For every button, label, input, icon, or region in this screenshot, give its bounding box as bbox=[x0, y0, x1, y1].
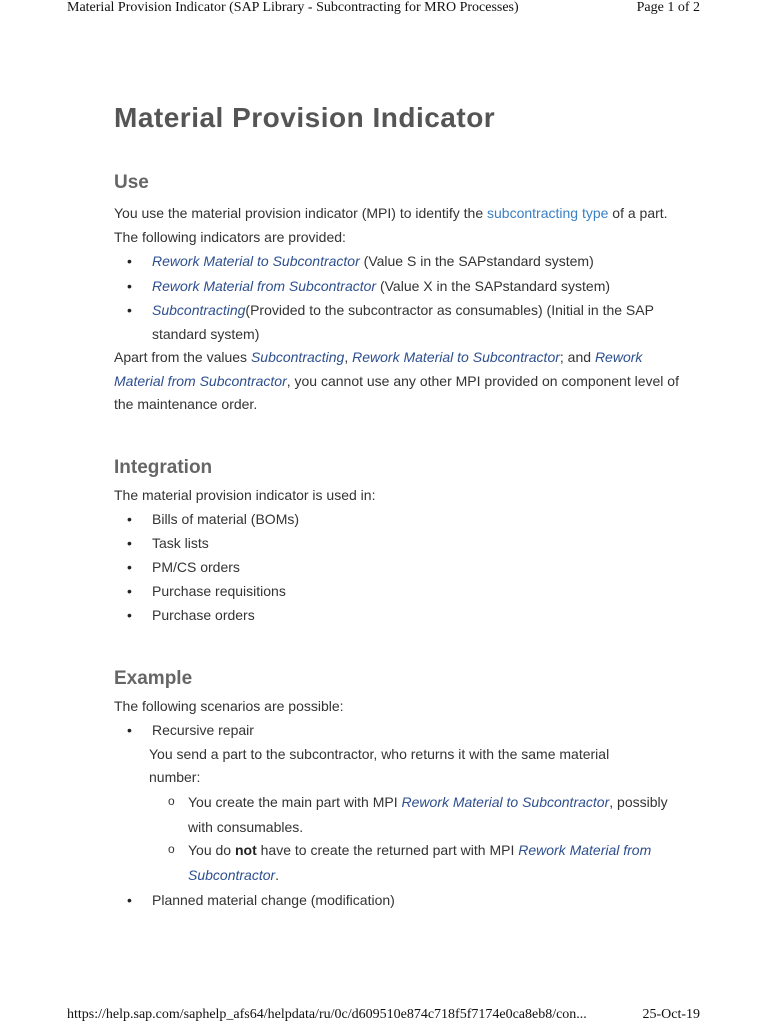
list-item-text: (Value S in the SAPstandard system) bbox=[359, 253, 594, 269]
document-body bbox=[114, 100, 684, 912]
outro-text: , bbox=[344, 349, 353, 365]
list-item: • Task lists bbox=[114, 532, 684, 556]
outro-text: Apart from the values bbox=[114, 349, 251, 365]
page-title: Material Provision Indicator bbox=[114, 102, 496, 133]
subcontracting-link[interactable]: Subcontracting bbox=[152, 302, 246, 318]
example-list bbox=[114, 719, 684, 743]
sub-item-text: You create the main part with MPI bbox=[188, 793, 402, 810]
use-outro bbox=[114, 346, 684, 417]
rework-from-subcontractor-link[interactable]: Rework Material from Subcontractor bbox=[114, 349, 643, 389]
emphasis-not: not bbox=[234, 841, 257, 858]
example-intro: The following scenarios are possible: bbox=[114, 697, 344, 714]
list-item: • Planned material change (modification) bbox=[114, 889, 684, 913]
integration-list bbox=[114, 508, 684, 628]
list-item bbox=[114, 299, 684, 346]
list-item bbox=[114, 250, 684, 274]
sub-list-item bbox=[114, 838, 684, 888]
rework-to-subcontractor-link[interactable]: Rework Material to Subcontractor bbox=[352, 349, 560, 365]
integration-intro: The material provision indicator is used in: bbox=[114, 486, 376, 503]
sub-list-item bbox=[114, 790, 684, 840]
footer-date: 25-Oct-19 bbox=[642, 1007, 700, 1022]
list-item: • Purchase orders bbox=[114, 604, 684, 628]
rework-from-subcontractor-link[interactable]: Rework Material from Subcontractor bbox=[152, 277, 377, 294]
subcontracting-link[interactable]: Subcontracting bbox=[250, 349, 345, 365]
list-item: • Purchase requisitions bbox=[114, 580, 684, 604]
section-heading-use: Use bbox=[114, 172, 149, 193]
example-list-continued bbox=[114, 889, 684, 913]
use-intro-text-a: You use the material provision indicator (MPI) to identify the bbox=[114, 205, 488, 221]
list-item-text: (Provided to the subcontractor as consumables) (Initial in the SAP standard system) bbox=[152, 302, 654, 342]
section-heading-integration: Integration bbox=[114, 456, 213, 478]
rework-from-subcontractor-link[interactable]: Rework Material from Subcontractor bbox=[188, 841, 652, 883]
print-footer bbox=[67, 1007, 700, 1023]
use-intro bbox=[114, 202, 684, 249]
subcontracting-type-link[interactable]: subcontracting type bbox=[487, 205, 609, 221]
rework-to-subcontractor-link[interactable]: Rework Material to Subcontractor bbox=[152, 253, 360, 269]
sub-list bbox=[114, 790, 684, 888]
rework-to-subcontractor-link[interactable]: Rework Material to Subcontractor bbox=[401, 793, 610, 810]
use-intro-text-b: of a part. The following indicators are provided: bbox=[114, 205, 668, 245]
list-item: • Bills of material (BOMs) bbox=[114, 508, 684, 532]
indicator-list bbox=[114, 250, 684, 346]
sub-item-text: You do bbox=[188, 841, 235, 858]
list-item-text: (Value X in the SAPstandard system) bbox=[376, 277, 611, 294]
header-title: Material Provision Indicator (SAP Library - Subcontracting for MRO Processes) bbox=[67, 0, 519, 15]
list-item bbox=[114, 275, 684, 299]
outro-text: , you cannot use any other MPI provided on component level of the maintenance order. bbox=[114, 372, 679, 412]
footer-url: https://help.sap.com/saphelp_afs64/helpdata/ru/0c/d609510e874c718f5f7174e0ca8eb8/con... bbox=[67, 1007, 587, 1022]
print-header bbox=[67, 0, 700, 16]
outro-text: ; and bbox=[559, 349, 595, 365]
sub-item-text: . bbox=[275, 866, 280, 883]
sub-item-text: , possibly with consumables. bbox=[188, 793, 668, 835]
list-item: • PM/CS orders bbox=[114, 556, 684, 580]
section-heading-example: Example bbox=[114, 667, 193, 689]
sub-item-text: have to create the returned part with MPI bbox=[256, 841, 519, 858]
page-number: Page 1 of 2 bbox=[636, 0, 700, 15]
recursive-repair-description: You send a part to the subcontractor, who returns it with the same material number: bbox=[149, 745, 610, 785]
list-item: • Recursive repair bbox=[114, 719, 684, 743]
